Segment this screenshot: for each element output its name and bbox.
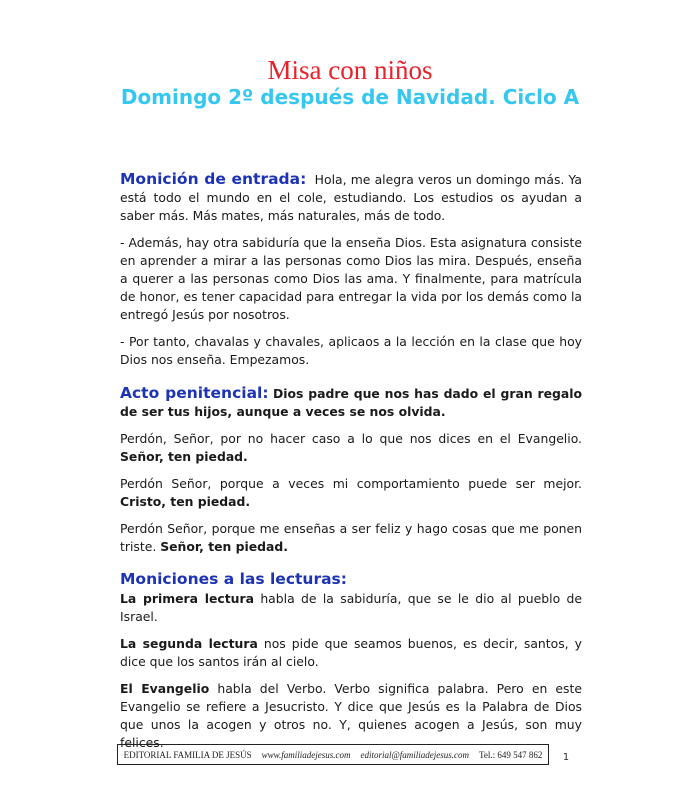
- footer-website[interactable]: www.familiadejesus.com: [261, 749, 351, 760]
- invocation-text: Perdón Señor, porque me enseñas a ser feliz y hago cosas que me ponen triste.: [120, 521, 582, 554]
- penitential-invocation: [120, 475, 582, 511]
- document-title: Misa con niños: [267, 55, 433, 85]
- footer-box: [117, 744, 549, 765]
- reading-monition: [120, 635, 582, 671]
- footer-publisher: EDITORIAL FAMILIA DE JESÚS: [123, 749, 252, 760]
- paragraph: [120, 384, 582, 421]
- reading-label: La primera lectura: [120, 591, 254, 606]
- section-acto-penitencial: [120, 384, 582, 565]
- section-monicion-entrada: [120, 170, 582, 378]
- invocation-response: Señor, ten piedad.: [120, 449, 248, 464]
- reading-label: La segunda lectura: [120, 636, 258, 651]
- invocation-text: Perdón Señor, porque a veces mi comportamiento puede ser mejor.: [120, 476, 582, 491]
- reading-text: habla del Verbo. Verbo significa palabra. Pero en este Evangelio se refiere a Jesucristo. Y dice que Jesús es la Palabra de Dios que unos la acogen y otros no. Y, quienes acogen a Jesús, son muy felices.: [120, 681, 582, 750]
- invocation-response: Señor, ten piedad.: [160, 539, 288, 554]
- penitential-invocation: [120, 430, 582, 466]
- reading-label: El Evangelio: [120, 681, 210, 696]
- page-number: 1: [563, 752, 570, 763]
- paragraph: [120, 170, 582, 225]
- reading-monition: [120, 590, 582, 626]
- section-moniciones-lecturas: [120, 570, 582, 761]
- paragraph-text: Hola, me alegra veros un domingo más. Ya está todo el mundo en el cole, estudiando. Los estudios os ayudan a saber más. Más mates, más naturales, más de todo.: [120, 172, 582, 223]
- reading-monition: [120, 680, 582, 752]
- footer-phone: Tel.: 649 547 862: [479, 749, 543, 760]
- section-heading: Acto penitencial:: [120, 384, 269, 402]
- invocation-response: Cristo, ten piedad.: [120, 494, 251, 509]
- section-heading: Moniciones a las lecturas:: [120, 570, 347, 588]
- paragraph-text: Dios padre que nos has dado el gran regalo de ser tus hijos, aunque a veces se nos olvida.: [120, 386, 582, 419]
- paragraph: - Además, hay otra sabiduría que la enseña Dios. Esta asignatura consiste en aprender a mirar a las personas como Dios las mira. Después, enseña a querer a las personas como Dios las ama. Y finalmente, para matrícula de honor, es tener capacidad para entregar la vida por los demás como la entregó Jesús por nosotros.: [120, 235, 582, 322]
- footer-email[interactable]: editorial@familiadejesus.com: [360, 749, 470, 760]
- document-subtitle: Domingo 2º después de Navidad. Ciclo A: [120, 85, 580, 109]
- invocation-text: Perdón, Señor, por no hacer caso a lo que nos dices en el Evangelio.: [120, 431, 582, 446]
- paragraph: - Por tanto, chavalas y chavales, aplicaos a la lección en la clase que hoy Dios nos enseña. Empezamos.: [120, 334, 582, 367]
- reading-text: habla de la sabiduría, que se le dio al pueblo de Israel.: [120, 591, 582, 624]
- reading-text: nos pide que seamos buenos, es decir, santos, y dice que los santos irán al cielo.: [120, 636, 582, 669]
- penitential-invocation: [120, 520, 582, 556]
- section-heading: Monición de entrada:: [120, 170, 307, 188]
